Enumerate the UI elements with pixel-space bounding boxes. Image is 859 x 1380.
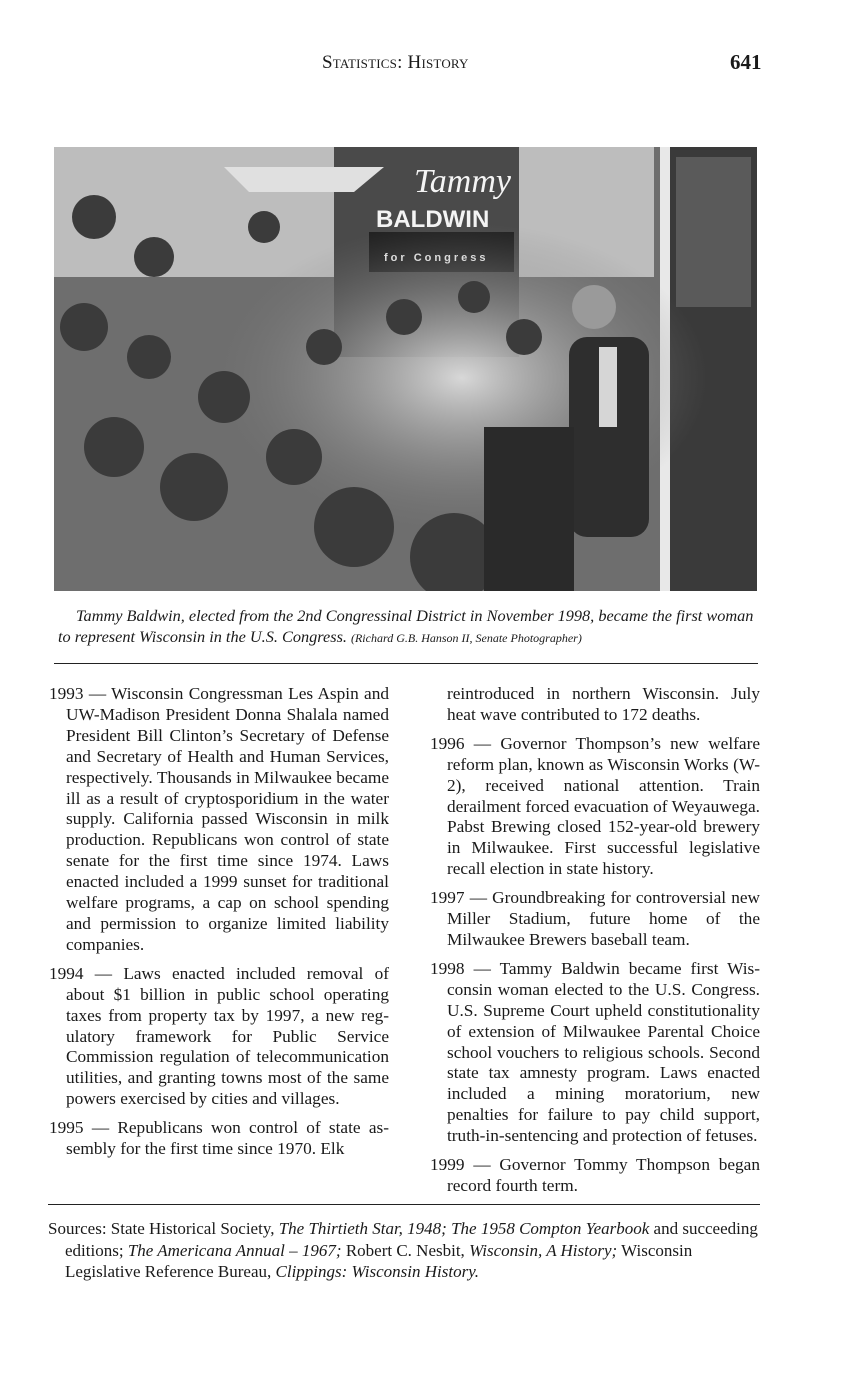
timeline-right-column (430, 684, 760, 1205)
press-conference-photo (54, 147, 757, 591)
timeline-entry-1998: 1998 — Tammy Baldwin became first Wisconsin woman elected to the U.S. Congress. U.S. Supreme Court upheld constitutionality of extension of Milwaukee Parental Choice school vouchers to religious schools. Second state tax amnesty program. Laws enacted included a mining moratorium, new penalties for failure to pay child support, truth-in-sentencing and protection of fetuses. (430, 958, 760, 1146)
running-head (322, 52, 469, 74)
section-title-part1: Statistics (322, 52, 398, 73)
section-title-part2: History (407, 52, 469, 73)
caption-text: Tammy Baldwin, elected from the 2nd Congressinal District in November 1998, became the first woman to represent Wisconsin in the U.S. Congress. (58, 606, 754, 646)
sources-label: Sources: State Historical Society, (48, 1219, 279, 1238)
photo-caption (58, 605, 763, 649)
source-work-1: The Thirtieth Star, 1948; The 1958 Compton Yearbook (278, 1219, 650, 1238)
sources-text-2: Robert C. Nesbit, (341, 1240, 470, 1260)
sources-text-1: and succeeding editions; (65, 1219, 758, 1260)
sources-text-3: Wisconsin Legislative Reference Bureau, (65, 1240, 693, 1281)
timeline-entry-1996: 1996 — Governor Thompson’s new welfare reform plan, known as Wisconsin Works (W-2), received national attention. Train derailment forced evacuation of Weyauwega. Pabst Brewing closed 152-year-old brewery in Milwaukee. First successful legislative recall election in state history. (430, 733, 760, 879)
section-title-separator: : (397, 52, 408, 73)
source-work-3: Wisconsin, A History; (469, 1240, 618, 1260)
timeline-entry-1994: 1994 — Laws enacted included removal of about $1 billion in public school operating taxes from property tax by 1997, a new regulatory framework for Public Service Commission regulation of telecommunication utilities, and granting towns most of the same powers exercised by cities and villages. (49, 963, 389, 1109)
sources-note (48, 1218, 760, 1283)
top-divider (54, 663, 758, 664)
timeline-entry-1999: 1999 — Governor Tommy Thompson began record fourth term. (430, 1155, 760, 1195)
timeline-left-column (49, 684, 389, 1168)
timeline-entry-1995-continued: reintroduced in northern Wisconsin. July heat wave contributed to 172 deaths. (447, 684, 760, 724)
bottom-divider (48, 1204, 760, 1205)
timeline-entry-1997: 1997 — Groundbreaking for controversial new Miller Stadium, future home of the Milwaukee Brewers baseball team. (430, 888, 760, 949)
timeline-entry-1993: 1993 — Wisconsin Congressman Les Aspin and UW-Madison President Donna Shalala named President Bill Clinton’s Secretary of Defense and Secretary of Health and Human Services, respectively. Thousands in Milwaukee became ill as a result of cryptosporidium in the water supply. California passed Wisconsin in milk production. Republicans won control of state senate for the first time since 1974. Laws enacted included a 1999 sunset for traditional welfare programs, a cap on school spending and permission to organize limited liability companies. (49, 684, 389, 954)
source-work-2: The Americana Annual – 1967; (127, 1240, 342, 1260)
source-work-4: Clippings: Wisconsin History. (275, 1262, 480, 1281)
page-number: 641 (730, 50, 762, 74)
timeline-entry-1995: 1995 — Republicans won control of state assembly for the first time since 1970. Elk (49, 1118, 389, 1159)
photo-credit: (Richard G.B. Hanson II, Senate Photographer) (350, 631, 582, 645)
